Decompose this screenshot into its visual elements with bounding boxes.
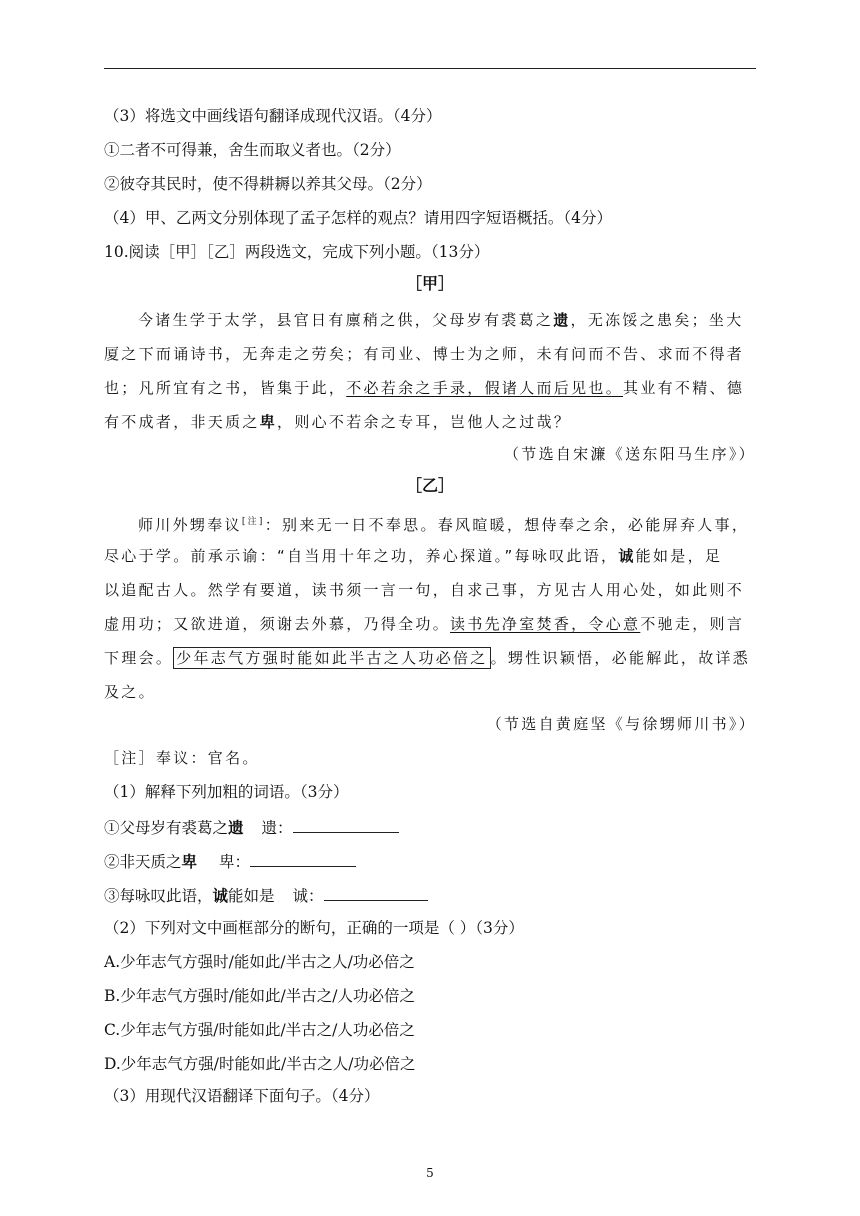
- option-d[interactable]: D.少年志气方强/时能如此/半古之人/功必倍之: [104, 1055, 416, 1073]
- footnote: ［注］奉议：官名。: [104, 749, 260, 767]
- passage-yi-line: 师川外甥奉议[注]：别来无一日不奉思。春风暄暖，想侍奉之余，必能屏弃人事，: [138, 516, 750, 534]
- passage-jia-line: 今诸生学于太学，县官日有廪稍之供，父母岁有裘葛之遗，无冻馁之患矣；坐大: [138, 311, 744, 329]
- answer-blank[interactable]: [250, 852, 356, 867]
- q10-part3: （3）用现代汉语翻译下面句子。（4分）: [104, 1087, 380, 1105]
- q10-part2: （2）下列对文中画框部分的断句，正确的一项是（ ）（3分）: [104, 919, 524, 937]
- passage-yi-line: 尽心于学。前承示谕：“自当用十年之功，养心探道。”每咏叹此语，诚能如是，足: [104, 547, 723, 565]
- passage-yi-line: 以追配古人。然学有要道，读书须一言一句，自求己事，方见古人用心处，如此则不: [104, 581, 745, 599]
- footnote-marker: [注]: [241, 517, 265, 527]
- option-b[interactable]: B.少年志气方强时/能如此/半古之/人功必倍之: [104, 987, 415, 1005]
- passage-yi-line: 虚用功；又欲进道，须谢去外慕，乃得全功。读书先净室焚香，令心意不驰走，则言: [104, 615, 745, 633]
- option-a[interactable]: A.少年志气方强时/能如此/半古之人/功必倍之: [104, 953, 415, 971]
- bold-word-bei: 卑: [259, 413, 278, 431]
- passage-yi-line: 下理会。 少年志气方强时能如此半古之人功必倍之 。甥性识颖悟，必能解此，故详悉: [104, 649, 751, 667]
- passage-yi-heading: ［乙］: [405, 476, 454, 495]
- answer-blank[interactable]: [324, 886, 428, 901]
- page-number: 5: [426, 1166, 434, 1180]
- passage-jia-line: 厦之下而诵诗书，无奔走之劳矣；有司业、博士为之师，未有问而不告、求而不得者: [104, 345, 745, 363]
- q9-part4: （4）甲、乙两文分别体现了孟子怎样的观点？请用四字短语概括。（4分）: [104, 209, 612, 227]
- q10-part1: （1）解释下列加粗的词语。（3分）: [104, 783, 349, 801]
- q9-part3-item1: ①二者不可得兼，舍生而取义者也。（2分）: [104, 141, 401, 159]
- passage-jia-heading: ［甲］: [405, 274, 454, 293]
- q10-part1-item: ①父母岁有裘葛之遗 遗：: [104, 818, 399, 838]
- q10-part1-item: ③每咏叹此语，诚能如是 诚：: [104, 886, 428, 906]
- underlined-sentence: 不必若余之手录，假诸人而后见也。: [346, 379, 624, 397]
- q10-part1-item: ②非天质之卑 卑：: [104, 852, 356, 872]
- passage-yi-source: （节选自黄庭坚《与徐甥师川书》）: [486, 715, 756, 733]
- passage-jia-source: （节选自宋濂《送东阳马生序》）: [503, 445, 756, 463]
- underlined-sentence: 读书先净室焚香，令心意: [450, 615, 641, 633]
- q9-part3-item2: ②彼夺其民时，使不得耕耨以养其父母。（2分）: [104, 175, 432, 193]
- boxed-sentence: 少年志气方强时能如此半古之人功必倍之: [173, 647, 490, 669]
- option-c[interactable]: C.少年志气方强/时能如此/半古之/人功必倍之: [104, 1021, 415, 1039]
- q9-part3: （3）将选文中画线语句翻译成现代汉语。（4分）: [104, 107, 442, 125]
- q10-intro: 10.阅读［甲］［乙］两段选文，完成下列小题。（13分）: [104, 243, 490, 261]
- bold-word-cheng: 诚: [618, 547, 636, 565]
- passage-jia-line: 有不成者，非天质之卑，则心不若余之专耳，岂他人之过哉？: [104, 413, 572, 431]
- header-rule: [104, 68, 756, 69]
- passage-yi-line: 及之。: [104, 683, 156, 701]
- answer-blank[interactable]: [293, 818, 399, 833]
- bold-word-yi: 遗: [553, 311, 571, 329]
- passage-jia-line: 也；凡所宜有之书，皆集于此，不必若余之手录，假诸人而后见也。其业有不精、德: [104, 379, 745, 397]
